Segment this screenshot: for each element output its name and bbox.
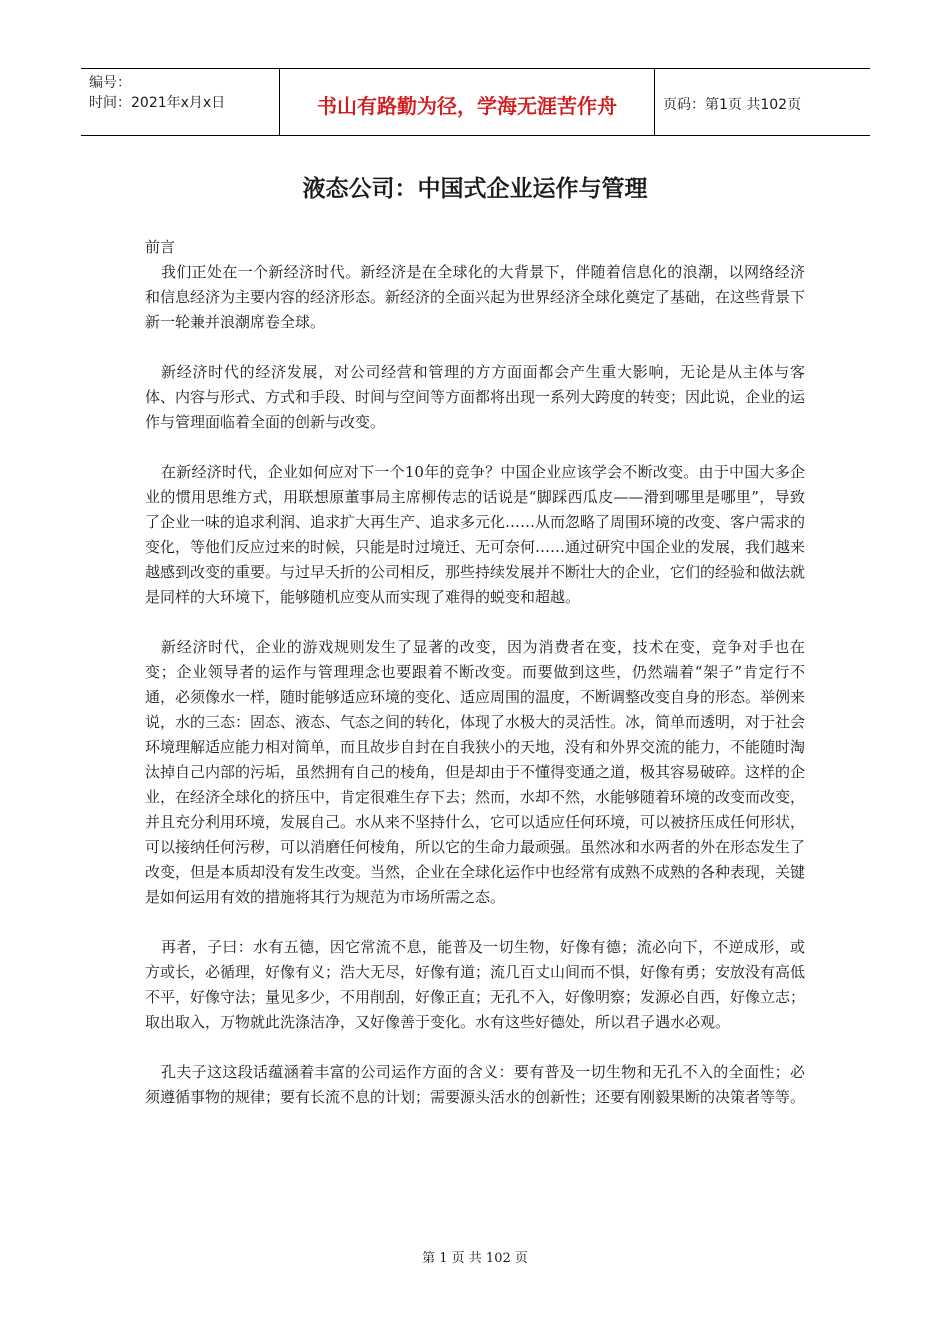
body-paragraph: 新经济时代的经济发展，对公司经营和管理的方方面面都会产生重大影响，无论是从主体与客体、内容与形式、方式和手段、时间与空间等方面都将出现一系列大跨度的转变；因此说，企业的运作与管理面临着全面的创新与改变。 (145, 363, 806, 431)
body-paragraph: 我们正处在一个新经济时代。新经济是在全球化的大背景下，伴随着信息化的浪潮，以网络经济和信息经济为主要内容的经济形态。新经济的全面兴起为世界经济全球化奠定了基础，在这些背景下新一轮兼并浪潮席卷全球。 (145, 263, 806, 331)
body-paragraph: 新经济时代，企业的游戏规则发生了显著的改变，因为消费者在变，技术在变，竞争对手也在变；企业领导者的运作与管理理念也要跟着不断改变。而要做到这些，仍然端着“架子”肯定行不通，必须像水一样，随时能够适应环境的变化、适应周围的温度，不断调整改变自身的形态。举例来说，水的三态：固态、液态、气态之间的转化，体现了水极大的灵活性。冰，简单而透明，对于社会环境理解适应能力相对简单，而且故步自封在自我狭小的天地，没有和外界交流的能力，不能随时淘汰掉自己内部的污垢，虽然拥有自己的棱角，但是却由于不懂得变通之道，极其容易破碎。这样的企业，在经济全球化的挤压中，肯定很难生存下去；然而，水却不然，水能够随着环境的改变而改变，并且充分利用环境，发展自己。水从来不坚持什么，它可以适应任何环境，可以被挤压成任何形状，可以接纳任何污秽，可以消磨任何棱角，所以它的生命力最顽强。虽然冰和水两者的外在形态发生了改变，但是本质却没有发生改变。当然，企业在全球化运作中也经常有成熟不成熟的各种表现，关键是如何运用有效的措施将其行为规范为市场所需之态。 (145, 638, 806, 906)
header-motto-cell (280, 69, 655, 135)
body-paragraph: 在新经济时代，企业如何应对下一个10年的竞争？中国企业应该学会不断改变。由于中国大多企业的惯用思维方式，用联想原董事局主席柳传志的话说是“脚踩西瓜皮——滑到哪里是哪里”，导致了企业一味的追求利润、追求扩大再生产、追求多元化……从而忽略了周围环境的改变、客户需求的变化，等他们反应过来的时候，只能是时过境迁、无可奈何……通过研究中国企业的发展，我们越来越感到改变的重要。与过早夭折的公司相反，那些持续发展并不断壮大的企业，它们的经验和做法就是同样的大环境下，能够随机应变从而实现了难得的蜕变和超越。 (145, 463, 806, 606)
header-page-info: 页码：第1页 共102页 (663, 97, 802, 113)
body-paragraph: 孔夫子这这段话蕴涵着丰富的公司运作方面的含义：要有普及一切生物和无孔不入的全面性；必须遵循事物的规律；要有长流不息的计划；需要源头活水的创新性；还要有刚毅果断的决策者等等。 (145, 1063, 806, 1106)
header-page-cell (655, 69, 870, 135)
body-paragraph: 再者，子曰：水有五德，因它常流不息，能普及一切生物，好像有德；流必向下，不逆成形，或方或长，必循理，好像有义；浩大无尽，好像有道；流几百丈山间而不惧，好像有勇；安放没有高低不平，好像守法；量见多少，不用削刮，好像正直；无孔不入，好像明察；发源必自西，好像立志；取出取入，万物就此洗涤洁净，又好像善于变化。水有这些好德处，所以君子遇水必观。 (145, 938, 806, 1031)
header-table (81, 68, 870, 136)
header-meta-cell (81, 69, 280, 135)
section-label: 前言 (145, 238, 176, 256)
document-time-label: 时间：2021年x月x日 (89, 95, 226, 111)
document-title: 液态公司：中国式企业运作与管理 (302, 176, 648, 202)
document-number-label: 编号： (89, 75, 131, 91)
page-footer: 第 1 页 共 102 页 (422, 1251, 528, 1266)
document-body (145, 260, 805, 1135)
header-motto: 书山有路勤为径，学海无涯苦作舟 (317, 93, 617, 118)
